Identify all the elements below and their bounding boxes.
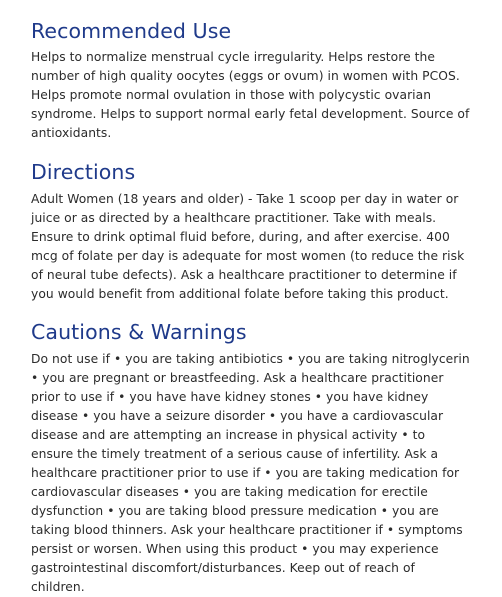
cautions-warnings-section [31,319,502,597]
recommended-use-section [31,0,502,143]
recommended-use-text: Helps to normalize menstrual cycle irregularity. Helps restore the number of high quality oocytes (eggs or ovum) in women with PCOS. Helps promote normal ovulation in those with polycystic ovarian syndrome. Helps to support normal early fetal development. Source of antioxidants. [31,50,470,140]
cautions-warnings-text: Do not use if • you are taking antibiotics • you are taking nitroglycerin • you are pregnant or breastfeeding. Ask a healthcare practitioner prior to use if • you have have kidney stones • you have kidney disease • you have a seizure disorder • you have a cardiovascular disease and are attempting an increase in physical activity • to ensure the timely treatment of a serious cause of infertility. Ask a healthcare practitioner prior to use if • you are taking medication for cardiovascular diseases • you are taking medication for erectile dysfunction • you are taking blood pressure medication • you are taking blood thinners. Ask your healthcare practitioner if • symptoms persist or worsen. When using this product • you may experience gastrointestinal discomfort/disturbances. Keep out of reach of children. [31,352,470,594]
directions-section [31,159,502,304]
directions-text: Adult Women (18 years and older) - Take 1 scoop per day in water or juice or as directed by a healthcare practitioner. Take with meals. Ensure to drink optimal fluid before, during, and after exercise. 400 mcg of folate per day is adequate for most women (to reduce the risk of neural tube defects). Ask a healthcare practitioner to determine if you would benefit from additional folate before taking this product. [31,192,465,301]
directions-heading: Directions [31,160,136,184]
recommended-use-heading: Recommended Use [31,19,232,43]
cautions-warnings-heading: Cautions & Warnings [31,320,247,344]
